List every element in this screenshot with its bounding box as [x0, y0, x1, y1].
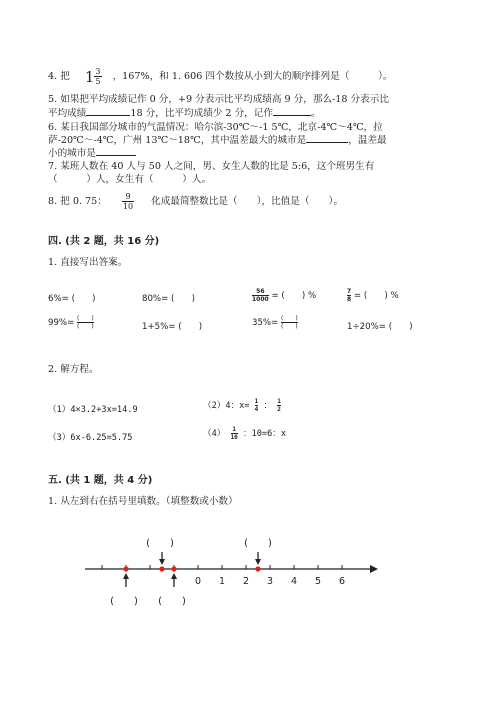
question-7-line-1: 7. 某班人数在 40 人与 50 人之间，男、女生人数的比是 5:6，这个班男生有 [48, 161, 375, 172]
oral-1div20pct: 1÷20%= ( ) [347, 322, 413, 332]
oral-56-1000: $\frac{56}{1000}$ = ( ) % [252, 288, 317, 303]
q4-mixed-whole: 1 [84, 67, 95, 86]
q4-1-title: 1. 直接写出答案。 [48, 257, 128, 268]
tick-label-3: 3 [266, 576, 274, 587]
question-7-line-2: （ ）人，女生有（ ）人。 [48, 174, 212, 185]
oral-35pct: 35%= $\frac{( )}{( )}$ [252, 315, 298, 330]
question-4 [48, 67, 392, 86]
q4-fraction: $\frac{3}{5}$ [95, 67, 101, 86]
question-5-line-2: 平均成绩 18 分，比平均成绩少 2 分，记作 。 [48, 108, 321, 119]
question-5-line-1: 5. 如果把平均成绩记作 0 分，+9 分表示比平均成绩高 9 分，那么-18 分表示比 [48, 94, 389, 105]
section-4-heading: 四. (共 2 题，共 16 分) [48, 236, 160, 247]
tick-label-2: 2 [242, 576, 250, 587]
equation-3: （3）6x-6.25=5.75 [48, 433, 133, 443]
answer-paren-bottom-1[interactable]: ( ) [110, 596, 138, 607]
section-5-heading: 五. (共 1 题，共 4 分) [48, 475, 153, 486]
q8-fraction: $\frac{9}{10}$ [122, 192, 134, 211]
tick-label-1: 1 [218, 576, 226, 587]
tick-label-6: 6 [338, 576, 346, 587]
q5-1-title: 1. 从左到右在括号里填数。（填整数或小数） [48, 496, 238, 507]
point-marker [171, 566, 176, 571]
number-line-figure [0, 530, 500, 640]
question-6-line-1: 6. 某日我国部分城市的气温情况：哈尔滨-30℃～-1 5℃，北京-4℃～4℃，拉 [48, 122, 383, 133]
oral-80pct: 80%= ( ) [142, 294, 195, 304]
equation-4: （4） $\frac{1}{10}$ ：10=6：x [203, 426, 287, 441]
answer-paren-bottom-2[interactable]: ( ) [158, 596, 186, 607]
oral-1plus5pct: 1+5%= ( ) [142, 322, 203, 332]
equation-1: （1）4×3.2+3x=14.9 [48, 405, 138, 415]
question-6-line-3: 小的城市是 [48, 148, 136, 160]
answer-paren-top-1[interactable]: ( ) [146, 538, 174, 549]
tick-label-0: 0 [194, 576, 202, 587]
q4-2-title: 2. 解方程。 [48, 364, 99, 375]
down-arrowhead-1 [159, 559, 165, 565]
up-arrowhead-2 [171, 573, 177, 579]
point-marker [255, 566, 260, 571]
q5-blank-1[interactable] [86, 115, 130, 116]
up-arrowhead-1 [123, 573, 129, 579]
answer-paren-top-2[interactable]: ( ) [244, 538, 272, 549]
q4-prefix: 4. 把 [48, 71, 70, 82]
equation-2: （2）4：x= $\frac{1}{4}$ ： $\frac{1}{2}$ [203, 398, 281, 413]
q6-blank-2[interactable] [96, 155, 136, 156]
q6-blank-1[interactable] [306, 142, 348, 143]
question-8: 8. 把 0. 75： $\frac{9}{10}$ 化成最简整数比是（ ），比值是（ ）。 [48, 192, 344, 211]
oral-7-8: $\frac{7}{8}$ = ( ) % [347, 288, 399, 303]
tick-label-4: 4 [290, 576, 298, 587]
q4-suffix: ，167%，和 1. 606 四个数按从小到大的顺序排列是（ ）。 [112, 71, 393, 82]
q5-blank-2[interactable] [273, 115, 311, 116]
point-marker [123, 566, 128, 571]
question-6-line-2: 萨-20℃～-4℃，广州 13℃～18℃，其中温差最大的城市是 ，温差最 [48, 135, 387, 146]
down-arrowhead-2 [255, 559, 261, 565]
axis-arrowhead [370, 565, 378, 573]
point-marker [159, 566, 164, 571]
tick-label-5: 5 [314, 576, 322, 587]
oral-99pct: 99%= $\frac{( )}{( )}$ [48, 315, 94, 330]
oral-6pct: 6%= ( ) [48, 294, 96, 304]
